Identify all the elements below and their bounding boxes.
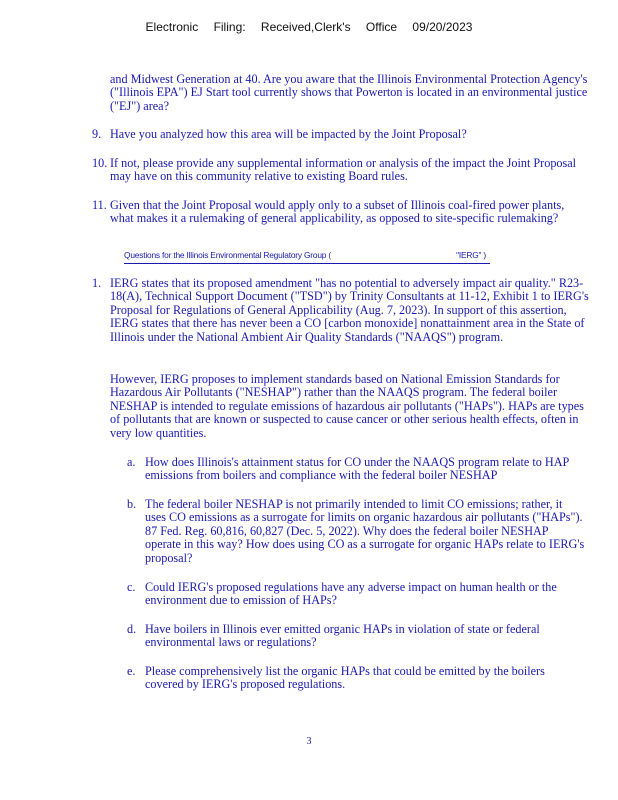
question-text: Have you analyzed how this area will be impacted by the Joint Proposal?	[110, 127, 467, 141]
sub-question-letter: e.	[127, 664, 136, 678]
ierg-paragraph-1: IERG states that its proposed amendment "has no potential to adversely impact air quality." R23-18(A), Technical Support Document ("TSD") by Trinity Consultants at 11-12, Exhibit 1 to IERG's Proposal for Regulations of General Applicability (Aug. 7, 2023). In support of this assertion, IERG states that there has never been a CO [carbon monoxide] nonattainment area in the State of Illinois under the National Ambient Air Quality Standards ("NAAQS") program.	[110, 276, 589, 344]
question-text: Given that the Joint Proposal would apply only to a subset of Illinois coal-fired power plants, what makes it a rulemaking of general applicability, as opposed to site-specific rulemaking?	[110, 198, 565, 226]
ierg-paragraph-2: However, IERG proposes to implement standards based on National Emission Standards for Hazardous Air Pollutants ("NESHAP") rather than the NAAQS program. The federal boiler NESHAP is intended to regulate emissions of hazardous air pollutants ("HAPs"). HAPs are types of pollutants that are known or suspected to cause cancer or other serious health effects, often in very low quantities.	[110, 372, 584, 440]
sub-question-letter: d.	[127, 622, 137, 636]
question-number: 1.	[92, 276, 102, 290]
header-date: 09/20/2023	[412, 20, 473, 34]
question-number: 10.	[92, 156, 108, 170]
sub-question-text: Could IERG's proposed regulations have any adverse impact on human health or the environment due to emission of HAPs?	[145, 580, 557, 608]
sub-question-letter: a.	[127, 455, 136, 469]
header-filing: Filing:	[213, 20, 246, 34]
sub-question-letter: c.	[127, 580, 136, 594]
section-heading-left: Questions for the Illinois Environmental Regulatory Group (	[124, 250, 331, 260]
page-number: 3	[306, 736, 312, 747]
section-heading-right: "IERG" )	[456, 250, 486, 260]
question-number: 9.	[92, 127, 102, 141]
sub-question-letter: b.	[127, 497, 137, 511]
header-electronic: Electronic	[145, 20, 199, 34]
question-text: If not, please provide any supplemental information or analysis of the impact the Joint Proposal may have on this community relative to existing Board rules.	[110, 156, 577, 184]
continuation-paragraph: and Midwest Generation at 40. Are you aware that the Illinois Environmental Protection Agency's ("Illinois EPA") EJ Start tool currently shows that Powerton is located in an environmental justice ("EJ") area?	[110, 72, 588, 113]
filing-stamp-header	[0, 20, 618, 34]
sub-question-text: How does Illinois's attainment status for CO under the NAAQS program relate to HAP emissions from boilers and compliance with the federal boiler NESHAP	[145, 455, 569, 483]
header-office: Office	[365, 20, 398, 34]
sub-question-text: Have boilers in Illinois ever emitted organic HAPs in violation of state or federal environmental laws or regulations?	[145, 622, 540, 650]
sub-question-text: The federal boiler NESHAP is not primarily intended to limit CO emissions; rather, it uses CO emissions as a surrogate for limits on organic hazardous air pollutants ("HAPs"). 87 Fed. Reg. 60,816, 60,827 (Dec. 5, 2022). Why does the federal boiler NESHAP operate in this way? How does using CO as a surrogate for organic HAPs relate to IERG's proposal?	[145, 497, 585, 565]
question-number: 11.	[92, 198, 107, 212]
sub-question-text: Please comprehensively list the organic HAPs that could be emitted by the boilers covered by IERG's proposed regulations.	[145, 664, 545, 692]
header-received-clerk: Received,Clerk's	[260, 20, 351, 34]
section-heading-ierg	[124, 249, 490, 264]
